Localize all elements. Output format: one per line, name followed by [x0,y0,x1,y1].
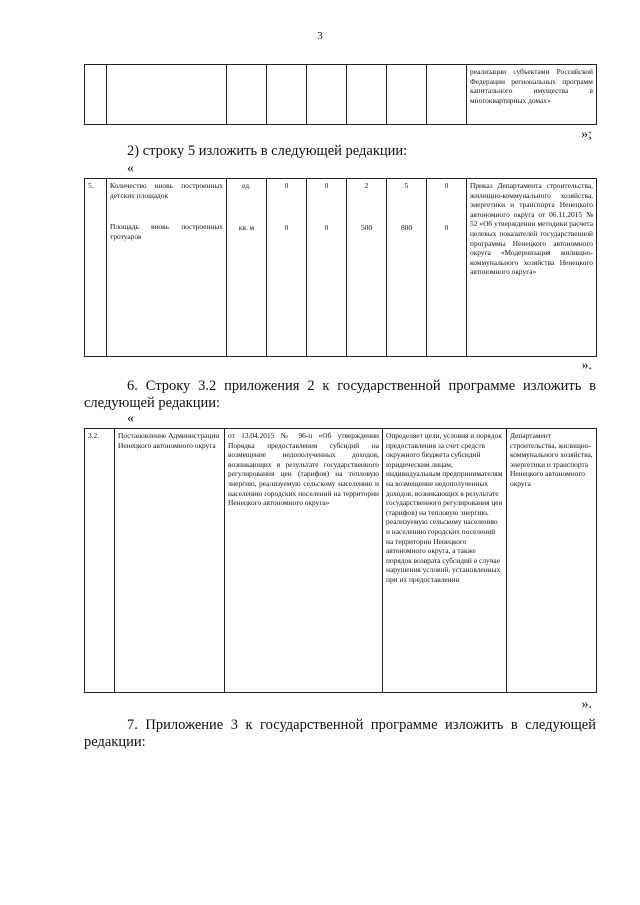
table-cell [107,65,227,125]
responsible-executor: Департамент строительства, жилищно-коммунального хозяйства, энергетики и транспорта Ненецкого автономного округа [507,429,597,693]
value-cell [347,179,387,357]
table-row32 [84,428,597,693]
instruction-row32-text: 6. Строку 3.2 приложения 2 к государственной программе изложить в следующей редакции: [84,378,596,411]
closing-quote-1: »; [581,127,592,142]
table-cell [387,65,427,125]
unit-1: ед. [242,181,251,190]
value-cell [427,179,467,357]
row5-document: Приказ Департамента строительства, жилищно-коммунального хозяйства, энергетики и транспорта Ненецкого автономного округа от 06.11.2015 № 52 «Об утверждении методики расчета целевых показателей государственной программы Ненецкого автономного округа «Модернизация жилищно-коммунального хозяйства Ненецкого автономного округа» [467,179,597,357]
value-1-4: 5 [404,181,409,190]
instruction-row5: 2) строку 5 изложить в следующей редакции: [127,143,408,159]
value-2-1: 0 [284,222,289,232]
table-top-fragment [84,64,597,125]
value-2-4: 800 [400,222,413,232]
value-cell [307,179,347,357]
table-cell [227,65,267,125]
table-cell [267,65,307,125]
table-row5 [84,178,597,357]
units-cell [227,179,267,357]
value-2-5: 0 [444,222,449,232]
page-number: 3 [317,30,323,42]
value-1-5: 0 [444,181,449,190]
instruction-appendix3-text: 7. Приложение 3 к государственной программе изложить в следующей редакции: [84,717,596,750]
indicators-cell [107,179,227,357]
instruction-appendix3 [84,717,596,751]
indicator-2: Площадь вновь построенных тротуаров [110,222,223,241]
value-2-3: 500 [360,222,373,232]
table-cell [307,65,347,125]
row-number: 5. [85,179,107,357]
instruction-row32 [84,378,596,412]
table-cell [427,65,467,125]
value-1-1: 0 [284,181,289,190]
indicator-1: Количество вновь построенных детских площадок [110,181,223,200]
closing-quote-6: ». [581,697,592,712]
value-cell [387,179,427,357]
table-cell [347,65,387,125]
opening-quote-2: « [127,161,134,176]
value-1-2: 0 [324,181,329,190]
doc-content: Определяет цели, условия и порядок предоставления за счет средств окружного бюджета субсидий юридическим лицам, индивидуальным предпринимателям на возмещение недополученных доходов, возникающих в результате государственного регулирования цен (тарифов) на тепловую энергию, реализуемую сельскому населению и населению городских поселений на территории Ненецкого автономного округа, а также порядок возврата субсидий в случае нарушения условий, установленных при их предоставлении [383,429,507,693]
table-cell [85,65,107,125]
value-cell [267,179,307,357]
doc-type: Постановление Администрации Ненецкого автономного округа [115,429,225,693]
opening-quote-6: « [127,411,134,426]
value-2-2: 0 [324,222,329,232]
closing-quote-2: ». [581,358,592,373]
value-1-3: 2 [364,181,369,190]
unit-2: кв. м [238,222,255,232]
doc-name: от 13.04.2015 № 96-п «Об утверждении Порядка предоставления субсидий на возмещение недополученных доходов, возникающих в результате государственного регулирования цен (тарифов) на тепловую энергию, реализуемую сельскому населению и населению городских поселений на территории Ненецкого автономного округа» [225,429,383,693]
top-row-document: реализации субъектами Российской Федерации региональных программ капитального имущества в многоквартирных домах» [467,65,597,125]
row-number: 3.2. [85,429,115,693]
